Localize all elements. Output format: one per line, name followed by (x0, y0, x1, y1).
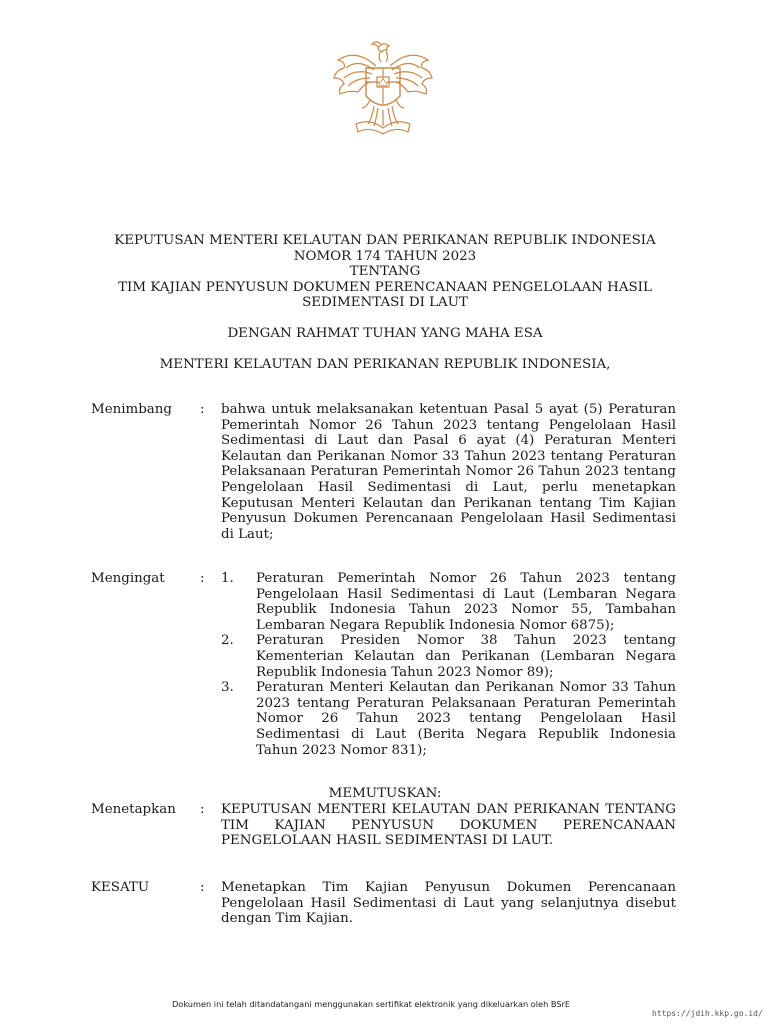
list-item-number: 2. (221, 633, 234, 649)
title-number: NOMOR 174 TAHUN 2023 (293, 248, 477, 264)
kesatu-colon: : (200, 880, 205, 895)
menetapkan-label: Menetapkan (91, 802, 176, 817)
list-item (221, 633, 676, 680)
title-subject: TIM KAJIAN PENYUSUN DOKUMEN PERENCANAAN PENGELOLAAN HASIL (118, 279, 652, 295)
list-item-text: Peraturan Pemerintah Nomor 26 Tahun 2023 tentang Pengelolaan Hasil Sedimentasi di Laut (Lembaran Negara Republik Indonesia Tahun 2023 Nomor 55, Tambahan Lembaran Negara Republik Indonesia Nomor 6875); (256, 571, 676, 633)
menetapkan-text: KEPUTUSAN MENTERI KELAUTAN DAN PERIKANAN TENTANG TIM KAJIAN PENYUSUN DOKUMEN PERENCANAAN PENGELOLAAN HASIL SEDIMENTASI DI LAUT. (221, 802, 676, 849)
menimbang-colon: : (200, 402, 205, 417)
kesatu-label: KESATU (91, 880, 150, 895)
garuda-emblem-icon (326, 38, 440, 138)
list-item-text: Peraturan Menteri Kelautan dan Perikanan Nomor 33 Tahun 2023 tentang Peraturan Pelaksanaan Peraturan Pemerintah Nomor 26 Tahun 2023 tentang Pengelolaan Hasil Sedimentasi di Laut (Berita Negara Republik Indonesia Tahun 2023 Nomor 831); (256, 680, 676, 758)
menetapkan-colon: : (200, 802, 205, 817)
title-line: KEPUTUSAN MENTERI KELAUTAN DAN PERIKANAN REPUBLIK INDONESIA (114, 233, 656, 248)
mengingat-list (221, 571, 676, 758)
menimbang-label: Menimbang (91, 402, 172, 417)
menimbang-text: bahwa untuk melaksanakan ketentuan Pasal 5 ayat (5) Peraturan Pemerintah Nomor 26 Tahun 2023 tentang Pengelolaan Hasil Sedimentasi di Laut dan Pasal 6 ayat (4) Peraturan Menteri Kelautan dan Perikanan Nomor 33 Tahun 2023 tentang Peraturan Pelaksanaan Peraturan Pemerintah Nomor 26 Tahun 2023 tentang Pengelolaan Hasil Sedimentasi di Laut, perlu menetapkan Keputusan Menteri Kelautan dan Perikanan tentang Tim Kajian Penyusun Dokumen Perencanaan Pengelolaan Hasil Sedimentasi di Laut; (221, 402, 676, 542)
list-item (221, 571, 676, 633)
list-item-number: 3. (221, 680, 234, 696)
document-title (80, 233, 690, 311)
mengingat-colon: : (200, 571, 205, 586)
list-item-number: 1. (221, 571, 234, 586)
mengingat-label: Mengingat (91, 571, 165, 586)
memutuskan-heading: MEMUTUSKAN: (328, 786, 442, 801)
rahmat-line: DENGAN RAHMAT TUHAN YANG MAHA ESA (227, 326, 543, 341)
source-url[interactable]: https://jdih.kkp.go.id/ (652, 1009, 763, 1018)
title-tentang: TENTANG (349, 264, 421, 280)
menteri-line: MENTERI KELAUTAN DAN PERIKANAN REPUBLIK INDONESIA, (159, 357, 611, 372)
signature-footnote: Dokumen ini telah ditandatangani menggunakan sertifikat elektronik yang dikeluarkan oleh BSrE (172, 999, 571, 1009)
kesatu-text: Menetapkan Tim Kajian Penyusun Dokumen Perencanaan Pengelolaan Hasil Sedimentasi di Laut yang selanjutnya disebut dengan Tim Kajian. (221, 880, 676, 927)
list-item (221, 680, 676, 758)
list-item-text: Peraturan Presiden Nomor 38 Tahun 2023 tentang Kementerian Kelautan dan Perikanan (Lembaran Negara Republik Indonesia Tahun 2023 Nomor 89); (256, 633, 676, 680)
title-subject-cont: SEDIMENTASI DI LAUT (302, 295, 468, 311)
